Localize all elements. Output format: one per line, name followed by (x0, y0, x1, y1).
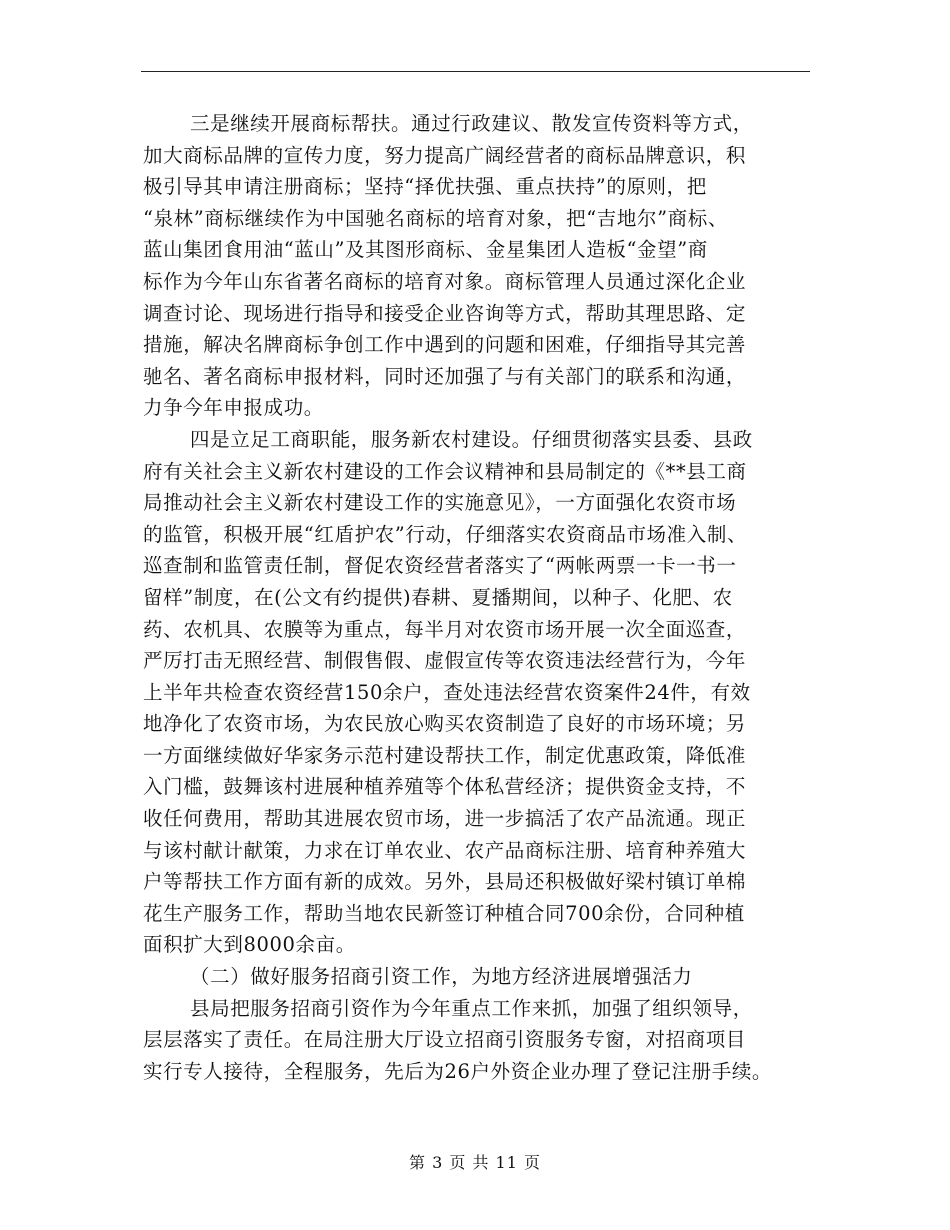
text-line: 一方面继续做好华家务示范村建设帮扶工作，制定优惠政策，降低准 (143, 743, 747, 767)
text-line: （二）做好服务招商引资工作，为地方经济进展增强活力 (190, 965, 693, 989)
text-line: 面积扩大到8000余亩。 (143, 933, 356, 957)
text-line: 药、农机具、农膜等为重点，每半月对农资市场开展一次全面巡查， (143, 617, 747, 641)
text-line: 上半年共检查农资经营150余户，查处违法经营农资案件24件，有效 (143, 680, 751, 704)
text-line: 入门槛，鼓舞该村进展种植养殖等个体私营经济；提供资金支持，不 (143, 775, 747, 799)
text-line: 局推动社会主义新农村建设工作的实施意见》，一方面强化农资市场 (143, 491, 737, 515)
header-rule (141, 71, 810, 72)
text-line: 蓝山集团食用油“蓝山”及其图形商标、金星集团人造板“金望”商 (143, 238, 708, 262)
text-line: 加大商标品牌的宣传力度，努力提高广阔经营者的商标品牌意识，积 (143, 143, 747, 167)
text-line: 府有关社会主义新农村建设的工作会议精神和县局制定的《**县工商 (143, 459, 747, 483)
text-line: 驰名、著名商标申报材料，同时还加强了与有关部门的联系和沟通， (143, 364, 747, 388)
text-line: 县局把服务招商引资作为今年重点工作来抓，加强了组织领导， (190, 996, 753, 1020)
text-line: 调查讨论、现场进行指导和接受企业咨询等方式，帮助其理思路、定 (143, 301, 747, 325)
text-line: 力争今年申报成功。 (143, 396, 324, 420)
text-line: 实行专人接待，全程服务，先后为26户外资企业办理了登记注册手续。 (143, 1059, 773, 1083)
page-footer (0, 1152, 950, 1174)
text-line: 标作为今年山东省著名商标的培育对象。商标管理人员通过深化企业 (143, 269, 747, 293)
text-line: 巡查制和监管责任制，督促农资经营者落实了“两帐两票一卡一书一 (143, 554, 737, 578)
text-line: 极引导其申请注册商标；坚持“择优扶强、重点扶持”的原则，把 (143, 175, 707, 199)
text-line: 措施，解决名牌商标争创工作中遇到的问题和困难，仔细指导其完善 (143, 333, 747, 357)
text-line: 留样”制度，在(公文有约提供)春耕、夏播期间，以种子、化肥、农 (143, 585, 733, 609)
text-line: 严厉打击无照经营、制假售假、虚假宣传等农资违法经营行为，今年 (143, 649, 747, 673)
text-line: 户等帮扶工作方面有新的成效。另外，县局还积极做好梁村镇订单棉 (143, 870, 747, 894)
text-line: 三是继续开展商标帮扶。通过行政建议、散发宣传资料等方式， (190, 112, 753, 135)
text-line: 与该村献计献策，力求在订单农业、农产品商标注册、培育种养殖大 (143, 838, 747, 862)
page-number-label: 第 3 页 共 11 页 (409, 1153, 541, 1172)
text-line: 地净化了农资市场，为农民放心购买农资制造了良好的市场环境；另 (143, 712, 747, 736)
text-line: 层层落实了责任。在局注册大厅设立招商引资服务专窗，对招商项目 (143, 1028, 747, 1052)
text-line: 收任何费用，帮助其进展农贸市场，进一步搞活了农产品流通。现正 (143, 807, 747, 831)
text-line: “泉林”商标继续作为中国驰名商标的培育对象，把“吉地尔”商标、 (143, 206, 728, 230)
text-line: 的监管，积极开展“红盾护农”行动，仔细落实农资商品市场准入制、 (143, 522, 748, 546)
document-body (143, 108, 815, 1087)
text-line: 四是立足工商职能，服务新农村建设。仔细贯彻落实县委、县政 (190, 427, 753, 451)
text-line: 花生产服务工作，帮助当地农民新签订种植合同700余份，合同种植 (143, 901, 745, 925)
